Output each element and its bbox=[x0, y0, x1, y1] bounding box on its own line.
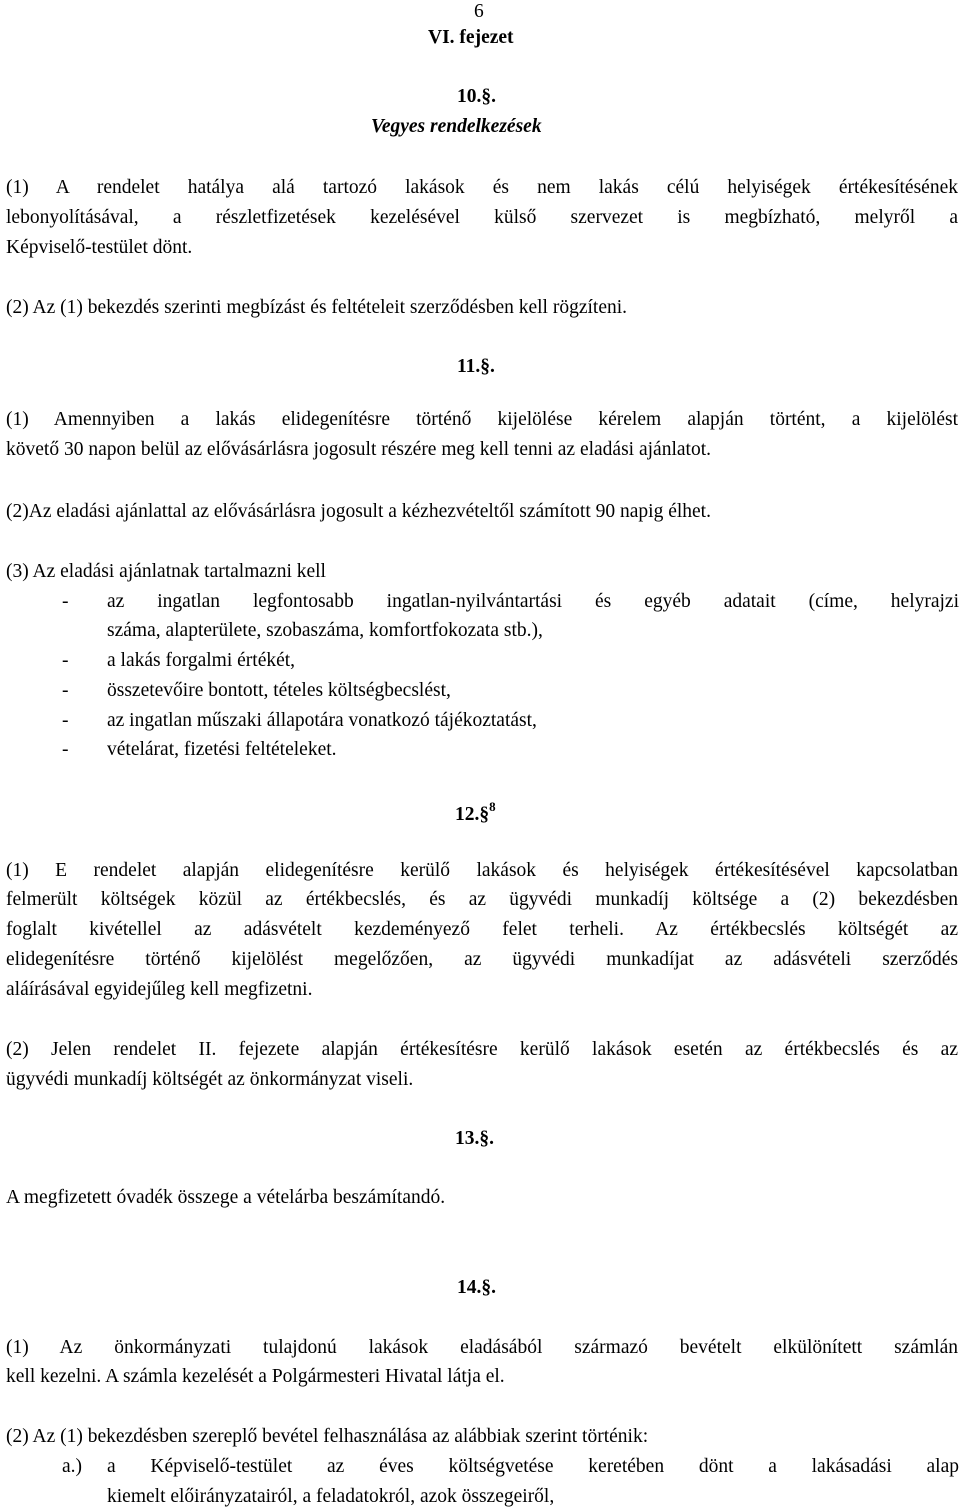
s12-p2-line1: (2) Jelen rendelet II. fejezete alapján értékesítésre kerülő lakások esetén az értékbecslés és az bbox=[6, 1039, 958, 1060]
section-10-title: Vegyes rendelkezések bbox=[371, 116, 542, 137]
s11-item1-line2: száma, alapterülete, szobaszáma, komfortfokozata stb.), bbox=[107, 620, 543, 641]
s14-p2: (2) Az (1) bekezdésben szereplő bevétel felhasználása az alábbiak szerint történik: bbox=[6, 1426, 649, 1447]
s14-item-a-line1: a Képviselő-testület az éves költségvetése keretében dönt a lakásadási alap bbox=[107, 1456, 959, 1477]
s11-p1-line1: (1) Amennyiben a lakás elidegenítésre történő kijelölése kérelem alapján történt, a kijelölést bbox=[6, 409, 958, 430]
s12-p1-line4: elidegenítésre történő kijelölést megelőzően, az ügyvédi munkadíjat az adásvételi szerződés bbox=[6, 949, 958, 970]
s12-p1-line5: aláírásával egyidejűleg kell megfizetni. bbox=[6, 979, 313, 1000]
s10-p1-line3: Képviselő-testület dönt. bbox=[6, 237, 193, 258]
section-10-number: 10.§. bbox=[457, 86, 496, 107]
section-13-number: 13.§. bbox=[455, 1128, 494, 1149]
list-dash: - bbox=[62, 591, 69, 612]
section-12-label: 12.§ bbox=[455, 804, 490, 825]
page-number: 6 bbox=[474, 1, 484, 22]
section-12-number bbox=[455, 800, 496, 825]
s12-p1-line2: felmerült költségek közül az értékbecslés, és az ügyvédi munkadíj költsége a (2) bekezdésben bbox=[6, 889, 958, 910]
s11-item2: a lakás forgalmi értékét, bbox=[107, 650, 296, 671]
s11-p2: (2)Az eladási ajánlattal az elővásárlásra jogosult a kézhezvételtől számított 90 napig élhet. bbox=[6, 501, 711, 522]
s11-item3: összetevőire bontott, tételes költségbecslést, bbox=[107, 680, 451, 701]
s12-p1-line1: (1) E rendelet alapján elidegenítésre kerülő lakások és helyiségek értékesítésével kapcsolatban bbox=[6, 860, 958, 881]
footnote-marker: 8 bbox=[489, 799, 496, 814]
s12-p2-line2: ügyvédi munkadíj költségét az önkormányzat viseli. bbox=[6, 1069, 414, 1090]
s14-item-a-label: a.) bbox=[62, 1456, 83, 1477]
s11-item4: az ingatlan műszaki állapotára vonatkozó tájékoztatást, bbox=[107, 710, 537, 731]
chapter-title: VI. fejezet bbox=[428, 27, 514, 48]
s13-p1: A megfizetett óvadék összege a vételárba beszámítandó. bbox=[6, 1187, 446, 1208]
s14-p1-line2: kell kezelni. A számla kezelését a Polgármesteri Hivatal látja el. bbox=[6, 1366, 505, 1387]
section-14-number: 14.§. bbox=[457, 1277, 496, 1298]
section-11-number: 11.§. bbox=[457, 356, 495, 377]
s11-item5: vételárat, fizetési feltételeket. bbox=[107, 739, 337, 760]
list-dash: - bbox=[62, 680, 69, 701]
s10-p1-line2: lebonyolításával, a részletfizetések kezelésével külső szervezet is megbízható, melyről a bbox=[6, 207, 958, 228]
list-dash: - bbox=[62, 650, 69, 671]
s14-item-a-line2: kiemelt előirányzatairól, a feladatokról, azok összegeiről, bbox=[107, 1486, 555, 1507]
s11-p3: (3) Az eladási ajánlatnak tartalmazni kell bbox=[6, 561, 326, 582]
list-dash: - bbox=[62, 710, 69, 731]
list-dash: - bbox=[62, 739, 69, 760]
s10-p2: (2) Az (1) bekezdés szerinti megbízást és feltételeit szerződésben kell rögzíteni. bbox=[6, 297, 628, 318]
s11-item1-line1: az ingatlan legfontosabb ingatlan-nyilvántartási és egyéb adatait (címe, helyrajzi bbox=[107, 591, 959, 612]
s10-p1-line1: (1) A rendelet hatálya alá tartozó lakások és nem lakás célú helyiségek értékesítésének bbox=[6, 177, 958, 198]
s11-p1-line2: követő 30 napon belül az elővásárlásra jogosult részére meg kell tenni az eladási ajánlatot. bbox=[6, 439, 711, 460]
s14-p1-line1: (1) Az önkormányzati tulajdonú lakások eladásából származó bevételt elkülönített számlán bbox=[6, 1337, 958, 1358]
s12-p1-line3: foglalt kivétellel az adásvételt kezdeményező felet terheli. Az értékbecslés költségét az bbox=[6, 919, 958, 940]
